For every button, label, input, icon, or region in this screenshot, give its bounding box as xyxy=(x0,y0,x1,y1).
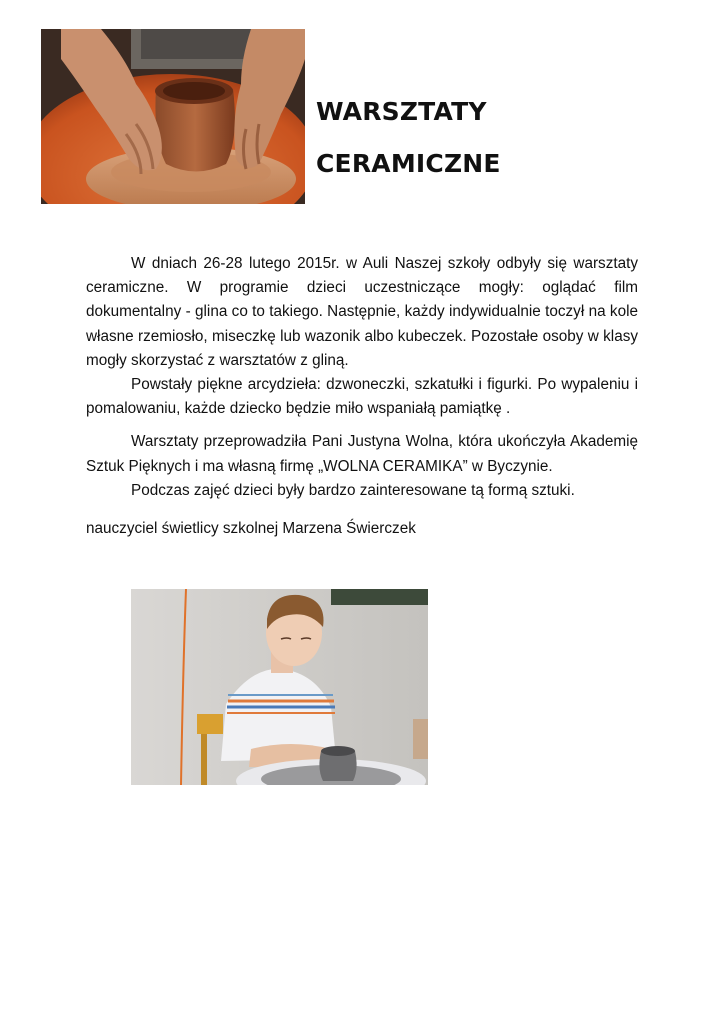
page-title xyxy=(316,86,696,190)
title-line-2: CERAMICZNE xyxy=(316,149,501,178)
boy-pottery-image xyxy=(131,589,428,785)
article-body xyxy=(86,252,638,503)
paragraph-3: Warsztaty przeprowadziła Pani Justyna Wolna, która ukończyła Akademię Sztuk Pięknych i ma własną firmę „WOLNA CERAMIKA” w Byczynie. xyxy=(86,433,638,475)
boy-pottery-photo xyxy=(131,589,428,785)
paragraph-2: Powstały piękne arcydzieła: dzwoneczki, szkatułki i figurki. Po wypaleniu i pomalowaniu, każde dziecko będzie miło wspaniałą pamiątkę . xyxy=(86,376,638,418)
pottery-hands-photo xyxy=(41,29,305,204)
title-line-1: WARSZTATY xyxy=(316,97,487,126)
pottery-hands-image xyxy=(41,29,305,204)
paragraph-1: W dniach 26-28 lutego 2015r. w Auli Naszej szkoły odbyły się warsztaty ceramiczne. W programie dzieci uczestniczące mogły: oglądać film dokumentalny - glina co to takiego. Następnie, każdy indywidualnie toczył na kole własne rzemiosło, miseczkę lub wazonik albo kubeczek. Pozostałe osoby w klasy mogły skorzystać z warsztatów z gliną. xyxy=(86,255,638,369)
paragraph-4: Podczas zajęć dzieci były bardzo zainteresowane tą formą sztuki. xyxy=(131,481,575,499)
author-signature: nauczyciel świetlicy szkolnej Marzena Świerczek xyxy=(86,520,416,537)
